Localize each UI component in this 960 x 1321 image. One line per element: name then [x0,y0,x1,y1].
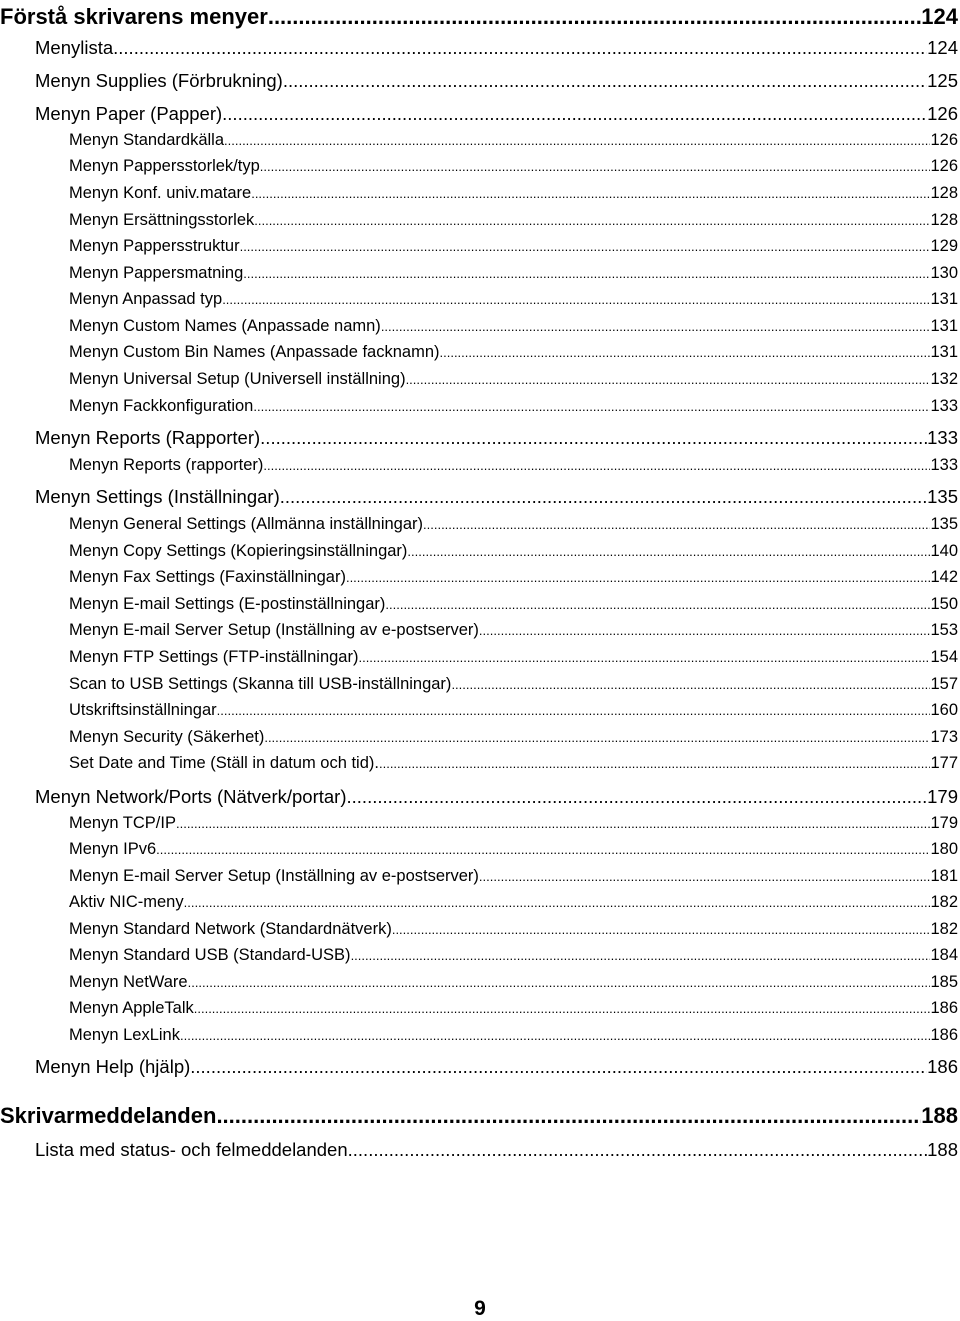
toc-entry-page: 160 [930,701,958,719]
toc-entry-title: Skrivarmeddelanden [0,1103,217,1128]
toc-entry-title: Menyn NetWare [69,973,188,991]
toc-entry-title: Lista med status- och felmeddelanden [35,1139,348,1160]
toc-entry-page: 153 [930,621,958,639]
toc-entry-page: 184 [930,946,958,964]
toc-dot-leader [451,677,930,692]
toc-dot-leader [222,103,927,125]
toc-dot-leader [268,4,921,30]
toc-subsection-entry[interactable] [69,867,958,886]
toc-entry-title: Menyn Custom Bin Names (Anpassade facknamn) [69,343,440,361]
toc-entry-page: 133 [930,456,958,474]
toc-subsection-entry[interactable] [69,237,958,256]
toc-dot-leader [407,544,930,559]
toc-dot-leader [217,703,931,718]
toc-entry-page: 179 [930,814,958,832]
toc-dot-leader [240,239,931,254]
toc-entry-page: 185 [930,973,958,991]
toc-dot-leader [379,756,930,771]
toc-subsection-entry[interactable] [69,675,958,694]
toc-subsection-entry[interactable] [69,701,958,720]
toc-entry-title: Menyn Network/Ports (Nätverk/portar) [35,786,347,807]
toc-dot-leader [263,458,930,473]
toc-entry-page: 133 [927,427,958,448]
toc-entry-title: Menyn Fax Settings (Faxinställningar) [69,568,346,586]
toc-entry-title: Menyn Reports (rapporter) [69,456,264,474]
toc-subsection-entry[interactable] [69,840,958,859]
toc-dot-leader [253,399,930,414]
toc-entry-title: Menylista [35,37,114,58]
toc-dot-leader [113,37,927,59]
toc-subsection-entry[interactable] [69,290,958,309]
toc-entry-title: Menyn Standardkälla [69,131,225,149]
toc-subsection-entry[interactable] [69,754,958,773]
toc-entry-page: 131 [930,317,958,335]
toc-entry-page: 133 [930,397,958,415]
toc-subsection-entry[interactable] [69,542,958,561]
toc-dot-leader [188,975,931,990]
toc-dot-leader [260,427,927,449]
toc-entry-title: Scan to USB Settings (Skanna till USB-inställningar) [69,675,452,693]
toc-dot-leader [260,159,931,174]
toc-subsection-entry[interactable] [69,999,958,1018]
toc-dot-leader [156,842,930,857]
toc-entry-title: Menyn Settings (Inställningar) [35,486,280,507]
toc-entry-title: Menyn Help (hjälp) [35,1056,191,1077]
toc-entry-page: 126 [927,103,958,124]
toc-subsection-entry[interactable] [69,211,958,230]
toc-entry-page: 186 [930,1026,958,1044]
toc-entry-page: 125 [927,70,958,91]
toc-entry-page: 142 [930,568,958,586]
toc-entry-page: 130 [930,264,958,282]
toc-subsection-entry[interactable] [69,157,958,176]
toc-dot-leader [251,186,930,201]
toc-entry-page: 128 [930,184,958,202]
toc-entry-title: Menyn Standard USB (Standard-USB) [69,946,351,964]
toc-entry-page: 173 [930,728,958,746]
toc-entry-page: 177 [930,754,958,772]
toc-section-entry[interactable] [35,103,958,125]
toc-dot-leader [392,922,931,937]
toc-subsection-entry[interactable] [69,184,958,203]
toc-entry-title: Set Date and Time (Ställ in datum och tid). [69,754,379,772]
toc-entry-page: 186 [930,999,958,1017]
toc-entry-page: 181 [930,867,958,885]
toc-dot-leader [176,816,930,831]
toc-entry-page: 157 [930,675,958,693]
toc-entry-title: Aktiv NIC-meny [69,893,184,911]
toc-entry-page: 188 [927,1139,958,1160]
toc-entry-page: 186 [927,1056,958,1077]
toc-subsection-entry[interactable] [69,973,958,992]
toc-subsection-entry[interactable] [69,568,958,587]
toc-entry-title: Menyn E-mail Server Setup (Inställning av e-postserver) [69,621,479,639]
toc-dot-leader [243,266,930,281]
toc-dot-leader [254,213,930,228]
toc-dot-leader [406,372,931,387]
toc-entry-page: 126 [930,157,958,175]
toc-section-entry[interactable] [35,70,958,92]
toc-entry-title: Menyn Pappersmatning [69,264,244,282]
toc-dot-leader [479,623,931,638]
toc-section-entry[interactable] [35,1139,958,1161]
toc-entry-title: Menyn Standard Network (Standardnätverk) [69,920,392,938]
toc-subsection-entry[interactable] [69,595,958,614]
toc-section-entry[interactable] [35,37,958,59]
toc-subsection-entry[interactable] [69,343,958,362]
toc-entry-title: Menyn Copy Settings (Kopieringsinställningar) [69,542,408,560]
toc-dot-leader [194,1001,931,1016]
toc-subsection-entry[interactable] [69,370,958,389]
toc-entry-page: 126 [930,131,958,149]
toc-entry-title: Menyn Reports (Rapporter) [35,427,261,448]
toc-entry-title: Utskriftsinställningar [69,701,217,719]
toc-entry-page: 132 [930,370,958,388]
toc-subsection-entry[interactable] [69,264,958,283]
toc-subsection-entry[interactable] [69,814,958,833]
toc-entry-title: Menyn Pappersstorlek/typ [69,157,260,175]
toc-entry-title: Menyn Fackkonfiguration [69,397,254,415]
toc-subsection-entry[interactable] [69,397,958,416]
toc-chapter-entry[interactable] [0,1103,958,1129]
toc-subsection-entry[interactable] [69,317,958,336]
toc-subsection-entry[interactable] [69,131,958,150]
toc-entry-page: 182 [930,893,958,911]
toc-subsection-entry[interactable] [69,1026,958,1045]
toc-subsection-entry[interactable] [69,893,958,912]
toc-subsection-entry[interactable] [69,621,958,640]
toc-dot-leader [440,345,931,360]
toc-entry-page: 124 [927,37,958,58]
toc-entry-title: Menyn LexLink [69,1026,180,1044]
toc-entry-page: 140 [930,542,958,560]
toc-entry-title: Menyn Supplies (Förbrukning) [35,70,283,91]
page-number: 9 [474,1297,486,1320]
toc-entry-title: Menyn Konf. univ.matare [69,184,252,202]
toc-section-entry[interactable] [35,786,958,808]
toc-entry-title: Menyn Anpassad typ [69,290,223,308]
toc-entry-title: Menyn E-mail Server Setup (Inställning av e-postserver) [69,867,479,885]
toc-entry-title: Menyn Security (Säkerhet) [69,728,265,746]
toc-entry-title: Menyn AppleTalk [69,999,194,1017]
toc-entry-page: 180 [930,840,958,858]
toc-entry-title: Menyn E-mail Settings (E-postinställningar) [69,595,386,613]
toc-entry-title: Menyn FTP Settings (FTP-inställningar) [69,648,359,666]
toc-entry-page: 129 [930,237,958,255]
toc-dot-leader [346,570,931,585]
toc-section-entry[interactable] [35,427,958,449]
toc-dot-leader [348,1139,927,1161]
toc-entry-page: 179 [927,786,958,807]
toc-entry-page: 124 [921,4,958,29]
toc-dot-leader [358,650,930,665]
toc-dot-leader [280,486,927,508]
toc-section-entry[interactable] [35,1056,958,1078]
toc-entry-title: Menyn IPv6 [69,840,157,858]
toc-subsection-entry[interactable] [69,920,958,939]
toc-dot-leader [385,597,930,612]
toc-dot-leader [190,1056,927,1078]
toc-entry-page: 154 [930,648,958,666]
toc-dot-leader [423,517,930,532]
toc-entry-page: 150 [930,595,958,613]
toc-dot-leader [264,730,930,745]
toc-dot-leader [283,70,927,92]
toc-subsection-entry[interactable] [69,515,958,534]
toc-entry-title: Menyn Universal Setup (Universell inställning) [69,370,406,388]
toc-entry-page: 135 [930,515,958,533]
toc-dot-leader [351,948,931,963]
toc-entry-title: Menyn Pappersstruktur [69,237,240,255]
toc-subsection-entry[interactable] [69,648,958,667]
toc-entry-page: 131 [930,290,958,308]
toc-dot-leader [216,1103,921,1129]
toc-dot-leader [180,1028,930,1043]
toc-section-entry[interactable] [35,486,958,508]
toc-entry-title: Förstå skrivarens menyer [0,4,268,29]
toc-dot-leader [184,895,931,910]
toc-subsection-entry[interactable] [69,946,958,965]
toc-subsection-entry[interactable] [69,728,958,747]
toc-dot-leader [381,319,931,334]
toc-entry-page: 131 [930,343,958,361]
toc-entry-title: Menyn Custom Names (Anpassade namn) [69,317,381,335]
toc-entry-title: Menyn TCP/IP [69,814,176,832]
toc-entry-title: Menyn Ersättningsstorlek [69,211,255,229]
toc-dot-leader [222,292,930,307]
toc-subsection-entry[interactable] [69,456,958,475]
toc-entry-title: Menyn General Settings (Allmänna inställningar) [69,515,424,533]
toc-entry-page: 135 [927,486,958,507]
toc-entry-page: 188 [921,1103,958,1128]
toc-entry-page: 128 [930,211,958,229]
toc-chapter-entry[interactable] [0,4,958,30]
toc-entry-title: Menyn Paper (Papper) [35,103,223,124]
toc-dot-leader [479,869,931,884]
toc-dot-leader [224,133,930,148]
toc-dot-leader [347,786,928,808]
toc-entry-page: 182 [930,920,958,938]
